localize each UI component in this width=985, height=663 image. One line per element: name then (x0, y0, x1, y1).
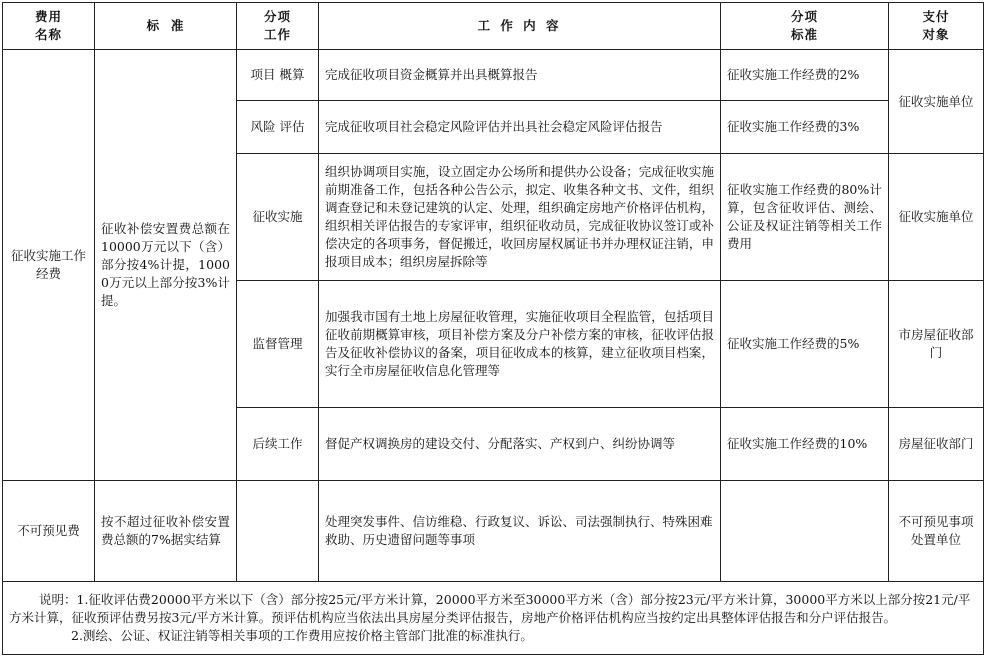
work-content-cell: 加强我市国有土地上房屋征收管理，实施征收项目全程监管，包括项目征收前期概算审核，项目补偿方案及分户补偿方案的审核，征收评估报告及征收补偿协议的备案，项目征收成本的核算，建立征收项目档案，实行全市房屋征收信息化管理等 (319, 281, 721, 408)
sub-standard-cell (721, 481, 889, 582)
header-row (3, 3, 984, 50)
sub-item-cell: 风险 评估 (237, 101, 319, 154)
fee-standard-table (2, 2, 984, 655)
sub-standard-cell: 征收实施工作经费的3% (721, 101, 889, 154)
header-sub-item: 分项 工作 (237, 3, 319, 50)
sub-item-cell: 监督管理 (237, 281, 319, 408)
pay-target-cell: 不可预见事项处置单位 (889, 481, 984, 582)
header-pay-target: 支付 对象 (889, 3, 984, 50)
notes-row (3, 582, 984, 655)
fee-name-cell: 不可预见费 (3, 481, 95, 582)
sub-item-cell: 征收实施 (237, 154, 319, 281)
work-content-cell: 完成征收项目社会稳定风险评估并出具社会稳定风险评估报告 (319, 101, 721, 154)
note-line-2: 2.测绘、公证、权证注销等相关事项的工作费用应按价格主管部门批准的标准执行。 (71, 628, 533, 643)
sub-standard-cell: 征收实施工作经费的2% (721, 50, 889, 101)
work-content-cell: 处理突发事件、信访维稳、行政复议、诉讼、司法强制执行、特殊困难救助、历史遗留问题等事项 (319, 481, 721, 582)
standard-cell: 按不超过征收补偿安置费总额的7%据实结算 (95, 481, 237, 582)
table-row (3, 50, 984, 101)
work-content-cell: 督促产权调换房的建设交付、分配落实、产权到户、纠纷协调等 (319, 408, 721, 481)
pay-target-cell: 征收实施单位 (889, 154, 984, 281)
fee-name-cell: 征收实施工作经费 (3, 50, 95, 481)
standard-cell: 征收补偿安置费总额在10000万元以下（含）部分按4%计提，10000万元以上部分按3%计提。 (95, 50, 237, 481)
pay-target-cell: 征收实施单位 (889, 50, 984, 154)
header-fee-name: 费用 名称 (3, 3, 95, 50)
sub-standard-cell: 征收实施工作经费的80%计算，包含征收评估、测绘、公证及权证注销等相关工作费用 (721, 154, 889, 281)
sub-standard-cell: 征收实施工作经费的10% (721, 408, 889, 481)
header-sub-standard: 分项 标准 (721, 3, 889, 50)
sub-item-cell: 项目 概算 (237, 50, 319, 101)
work-content-cell: 组织协调项目实施，设立固定办公场所和提供办公设备；完成征收实施前期准备工作，包括各种公告公示，拟定、收集各种文书、文件，组织调查登记和未登记建筑的认定、处理，组织确定房地产价格评估机构，组织相关评估报告的专家评审，组织征收动员，完成征收协议签订或补偿决定的各项事务，督促搬迁，收回房屋权属证书并办理权证注销，申报项目成本；组织房屋拆除等 (319, 154, 721, 281)
sub-standard-cell: 征收实施工作经费的5% (721, 281, 889, 408)
table-row (3, 481, 984, 582)
pay-target-cell: 市房屋征收部门 (889, 281, 984, 408)
work-content-cell: 完成征收项目资金概算并出具概算报告 (319, 50, 721, 101)
sub-item-cell (237, 481, 319, 582)
notes-cell (3, 582, 984, 655)
note-line-1: 说明：1.征收评估费20000平方米以下（含）部分按25元/平方米计算，20000平方米至30000平方米（含）部分按23元/平方米计算，30000平方米以上部分按21元/平方米计算，征收预评估费另按3元/平方米计算。预评估机构应当依法出具房屋分类评估报告，房地产价格评估机构应当按约定出具整体评估报告和分户评估报告。 (9, 592, 971, 625)
header-work-content: 工 作 内 容 (319, 3, 721, 50)
pay-target-cell: 房屋征收部门 (889, 408, 984, 481)
header-standard: 标 准 (95, 3, 237, 50)
sub-item-cell: 后续工作 (237, 408, 319, 481)
